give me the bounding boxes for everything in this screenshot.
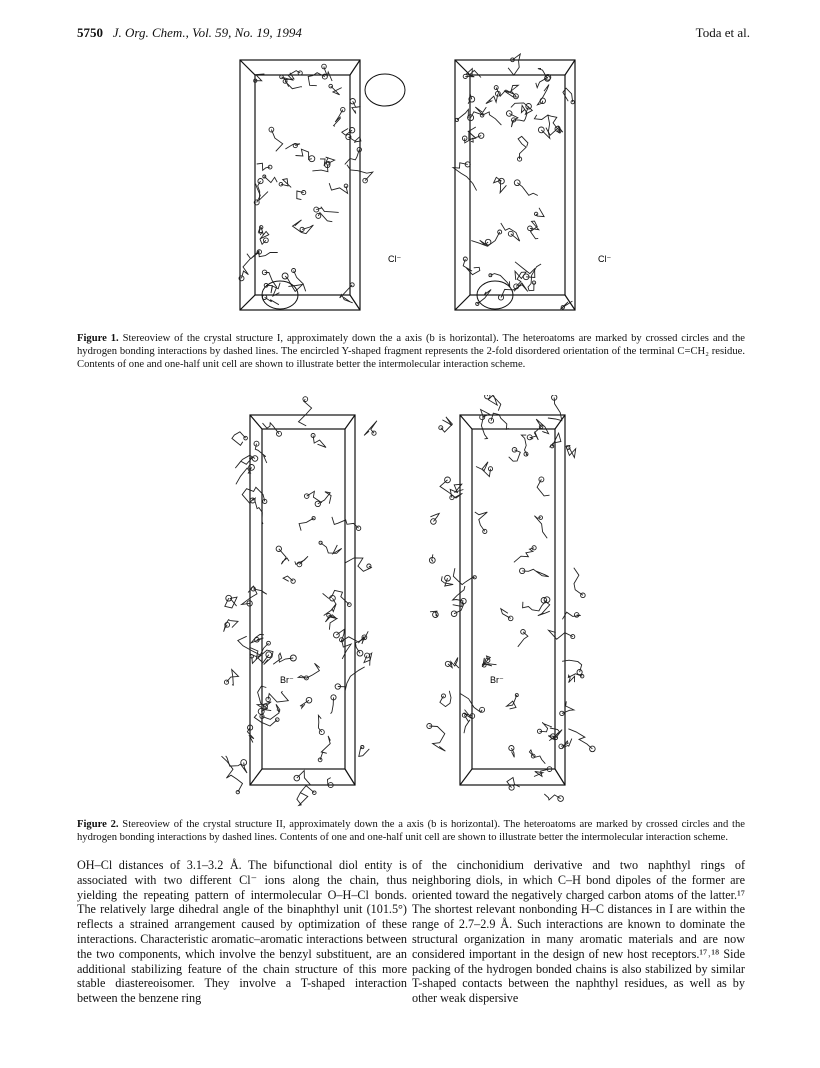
atom-circle (538, 127, 544, 133)
bond-path (359, 747, 370, 756)
figure-1-caption-text: Stereoview of the crystal structure I, approximately down the a axis (b is horizontal). The heteroatoms are marked by crossed circles and the hydrogen bonding interactions by dashed lines. The encircled Y-shaped fragment represents the 2-fold disordered orientation of the terminal C=CH₂ residue. Contents of one and one-half unit cell are shown to illustrate better the intermolecular interaction scheme. (77, 333, 745, 370)
figure-1-caption (77, 332, 745, 371)
figure-2-label: Figure 2. (77, 819, 119, 830)
figure-1-stereoview (200, 50, 620, 320)
bond-path (508, 54, 520, 75)
bond-path (254, 714, 277, 726)
bond-path (574, 568, 583, 596)
atom-circle (489, 418, 494, 423)
atom-circle (513, 94, 518, 99)
bond-path (481, 410, 490, 439)
figure-1-label: Figure 1. (77, 333, 119, 344)
bond-path (338, 667, 365, 691)
bond-path (536, 77, 548, 87)
atom-circle (559, 744, 564, 749)
bond-path (264, 177, 277, 183)
chloride-label-right: Cl⁻ (598, 254, 612, 264)
bond-path (321, 543, 342, 554)
bond-path (352, 101, 361, 113)
figure-1-molecule-drawing (239, 54, 574, 309)
bond-path (299, 399, 312, 426)
bond-path (440, 691, 451, 707)
atom-circle (560, 711, 564, 715)
bond-path (507, 695, 517, 709)
atom-circle (258, 708, 264, 714)
atom-circle (483, 529, 487, 533)
bond-path (534, 115, 549, 139)
atom-circle (512, 448, 517, 453)
figure-2-molecule-drawing (222, 395, 596, 805)
bond-path (568, 674, 582, 683)
atom-circle (445, 575, 451, 581)
bond-path (297, 191, 304, 200)
bond-path (530, 426, 542, 440)
bond-path (548, 398, 562, 421)
bond-path (560, 301, 572, 309)
atom-circle (526, 104, 532, 110)
bond-path (285, 144, 300, 149)
bond-path (549, 630, 573, 639)
bond-path (453, 602, 464, 614)
bond-path (298, 663, 319, 678)
bond-path (475, 512, 488, 531)
journal-citation: J. Org. Chem., Vol. 59, No. 19, 1994 (112, 25, 302, 40)
atom-circle (334, 632, 340, 638)
bond-path (364, 653, 372, 665)
atom-circle (267, 641, 271, 645)
bond-path (563, 88, 573, 102)
atom-circle (581, 593, 586, 598)
bond-path (430, 513, 439, 521)
atom-circle (485, 239, 491, 245)
atom-circle (451, 611, 457, 617)
bond-path (538, 69, 548, 79)
atom-circle (367, 564, 371, 568)
bond-path (441, 417, 453, 432)
figure-2-right-view (460, 415, 565, 785)
figure-2-left-view (250, 415, 355, 785)
authors: Toda et al. (695, 25, 750, 40)
bond-path (299, 518, 314, 530)
atom-circle (558, 796, 564, 802)
bond-path (224, 620, 238, 632)
bond-path (345, 150, 360, 165)
bond-path (432, 554, 433, 561)
atom-circle (294, 775, 300, 781)
bond-path (457, 109, 469, 120)
bond-path (313, 436, 326, 448)
bond-path (225, 597, 237, 608)
bond-path (514, 548, 534, 563)
bond-path (297, 771, 311, 786)
atom-circle (361, 746, 364, 749)
bond-path (356, 631, 369, 653)
figure-2-stereoview (210, 395, 630, 810)
bond-path (297, 786, 314, 806)
atom-circle (539, 477, 544, 482)
encircled-fragment-top (365, 74, 405, 106)
bond-path (312, 165, 328, 172)
bond-path (285, 276, 303, 291)
atom-circle (551, 445, 554, 448)
running-header (77, 25, 750, 43)
bond-path (482, 112, 501, 125)
bond-path (358, 636, 364, 644)
bond-path (263, 423, 280, 434)
atom-circle (315, 501, 320, 506)
chloride-label-left: Cl⁻ (388, 254, 402, 264)
bond-path (222, 756, 243, 792)
bond-path (320, 736, 330, 760)
body-left-column: OH–Cl distances of 3.1–3.2 Å. The bifunctional diol entity is associated with two different Cl⁻ ions along the chain, thus yielding the repeating pattern of intermolecular O–H–Cl bonds. The relatively large dihedral angle of the binaphthyl unit (101.5°) reflects a strained arrangement caused by optimization of these interactions. Characteristic aromatic–aromatic interactions between the two components, which involve the benzyl substituent, are an additional stabilizing feature of the chain structure of this more stable diastereoisomer. They involve a T-shaped interaction between the benzene ring (77, 858, 407, 1006)
bond-path (517, 183, 538, 196)
page-number: 5750 (77, 25, 103, 40)
bond-path (494, 177, 507, 192)
atom-circle (312, 517, 315, 520)
bond-path (537, 479, 549, 496)
bond-path (453, 163, 477, 191)
atom-circle (350, 283, 354, 287)
figure-2-caption-text: Stereoview of the crystal structure II, approximately down the a axis (b is horizontal). The heteroatoms are marked by crossed circles and the hydrogen bonding interactions by dashed lines. Contents of one and one-half unit cell are shown to illustrate better the intermolecular interaction scheme. (77, 819, 745, 843)
bond-path (429, 726, 445, 751)
figure-2-caption (77, 818, 745, 844)
bond-path (334, 110, 343, 127)
atom-circle (356, 526, 360, 530)
bond-path (236, 467, 252, 484)
atom-circle (590, 746, 596, 752)
atom-circle (372, 431, 376, 435)
bromide-label-right: Br⁻ (490, 675, 504, 685)
atom-circle (439, 426, 443, 430)
bond-path (561, 739, 572, 748)
atom-circle (276, 546, 281, 551)
atom-circle (534, 212, 537, 215)
bond-path (283, 576, 293, 581)
bond-path (265, 272, 280, 296)
bond-path (460, 693, 482, 712)
bond-path (300, 700, 309, 708)
atom-circle (509, 746, 514, 751)
atom-circle (445, 477, 451, 483)
atom-circle (316, 213, 321, 218)
atom-circle (508, 616, 513, 621)
atom-circle (263, 175, 266, 178)
bond-path (523, 600, 547, 611)
bond-path (448, 658, 459, 669)
bond-path (340, 285, 353, 303)
bromide-label-left: Br⁻ (280, 675, 294, 685)
bond-path (342, 640, 352, 659)
bond-path (464, 715, 470, 733)
bond-path (522, 569, 549, 576)
bond-path (509, 450, 521, 461)
bond-path (518, 136, 528, 159)
bond-path (242, 254, 251, 279)
atom-circle (521, 630, 526, 635)
bond-path (364, 421, 377, 436)
body-right-column: of the cinchonidium derivative and two naphthyl rings of neighboring diols, in which C–H bond dipoles of the former are oriented toward the negatively charged carbon atoms of the latter.¹⁷ The shortest relevant nonbonding H–C distances in I are within the range of 2.7–2.9 Å. Such interactions are known to dominate the structural organization in many aromatic materials and are now considered important in the design of new host receptors.¹⁷˒¹⁸ Side packing of the hydrogen bonded chains is also stabilized by similar T-shaped contacts between the naphthyl residues, as well as by other weak dispersive (412, 858, 745, 1006)
bond-path (316, 207, 338, 213)
bond-path (566, 445, 576, 457)
atom-circle (280, 75, 284, 79)
atom-circle (314, 207, 319, 212)
bond-path (537, 85, 549, 105)
bond-path (501, 223, 520, 241)
bond-path (271, 130, 282, 152)
bond-path (268, 691, 288, 702)
